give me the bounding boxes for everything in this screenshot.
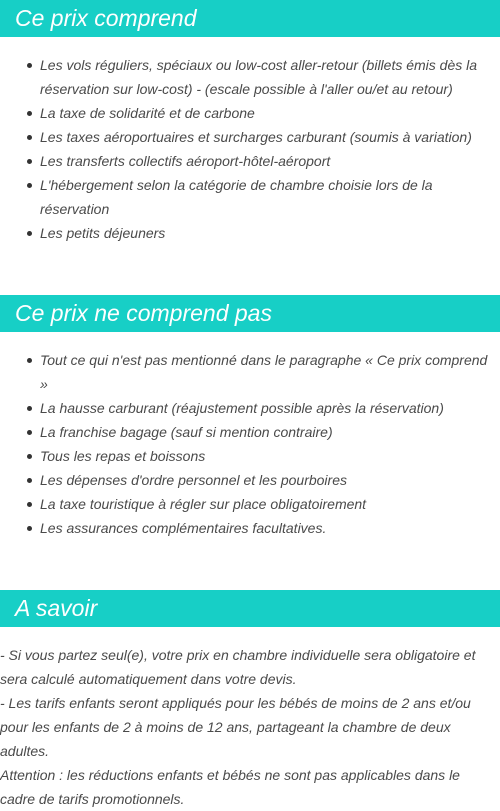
a-savoir-text bbox=[0, 643, 500, 811]
bullet-icon bbox=[27, 63, 32, 68]
bullet-icon bbox=[27, 231, 32, 236]
list-item: La franchise bagage (sauf si mention contraire) bbox=[0, 420, 500, 444]
list-item: Les petits déjeuners bbox=[0, 221, 500, 245]
list-item: Les transferts collectifs aéroport-hôtel-aéroport bbox=[0, 149, 500, 173]
price-includes-list bbox=[0, 53, 500, 245]
section-price-excludes bbox=[0, 295, 500, 540]
bullet-icon bbox=[27, 159, 32, 164]
list-item: La taxe de solidarité et de carbone bbox=[0, 101, 500, 125]
bullet-icon bbox=[27, 406, 32, 411]
bullet-icon bbox=[27, 454, 32, 459]
list-item: Tous les repas et boissons bbox=[0, 444, 500, 468]
bullet-icon bbox=[27, 135, 32, 140]
a-savoir-paragraph: - Si vous partez seul(e), votre prix en chambre individuelle sera obligatoire et sera calculé automatiquement dans votre devis. bbox=[0, 647, 476, 687]
list-item: Tout ce qui n'est pas mentionné dans le paragraphe « Ce prix comprend » bbox=[0, 348, 500, 396]
bullet-icon bbox=[27, 526, 32, 531]
list-item: Les vols réguliers, spéciaux ou low-cost aller-retour (billets émis dès la réservation sur low-cost) - (escale possible à l'aller ou/et au retour) bbox=[0, 53, 500, 101]
bullet-icon bbox=[27, 502, 32, 507]
price-excludes-list bbox=[0, 348, 500, 540]
section-title-price-excludes: Ce prix ne comprend pas bbox=[0, 295, 500, 332]
bullet-icon bbox=[27, 183, 32, 188]
a-savoir-paragraph: - Les tarifs enfants seront appliqués pour les bébés de moins de 2 ans et/ou pour les enfants de 2 à moins de 12 ans, partageant la chambre de deux adultes. bbox=[0, 695, 471, 759]
bullet-icon bbox=[27, 111, 32, 116]
list-item: La hausse carburant (réajustement possible après la réservation) bbox=[0, 396, 500, 420]
bullet-icon bbox=[27, 358, 32, 363]
bullet-icon bbox=[27, 430, 32, 435]
section-price-includes bbox=[0, 0, 500, 245]
section-title-price-includes: Ce prix comprend bbox=[0, 0, 500, 37]
list-item: Les assurances complémentaires facultatives. bbox=[0, 516, 500, 540]
list-item: Les taxes aéroportuaires et surcharges carburant (soumis à variation) bbox=[0, 125, 500, 149]
section-title-a-savoir: A savoir bbox=[0, 590, 500, 627]
list-item: Les dépenses d'ordre personnel et les pourboires bbox=[0, 468, 500, 492]
a-savoir-paragraph: Attention : les réductions enfants et bébés ne sont pas applicables dans le cadre de tarifs promotionnels. bbox=[0, 767, 460, 807]
section-a-savoir bbox=[0, 590, 500, 811]
list-item: L'hébergement selon la catégorie de chambre choisie lors de la réservation bbox=[0, 173, 500, 221]
bullet-icon bbox=[27, 478, 32, 483]
list-item: La taxe touristique à régler sur place obligatoirement bbox=[0, 492, 500, 516]
